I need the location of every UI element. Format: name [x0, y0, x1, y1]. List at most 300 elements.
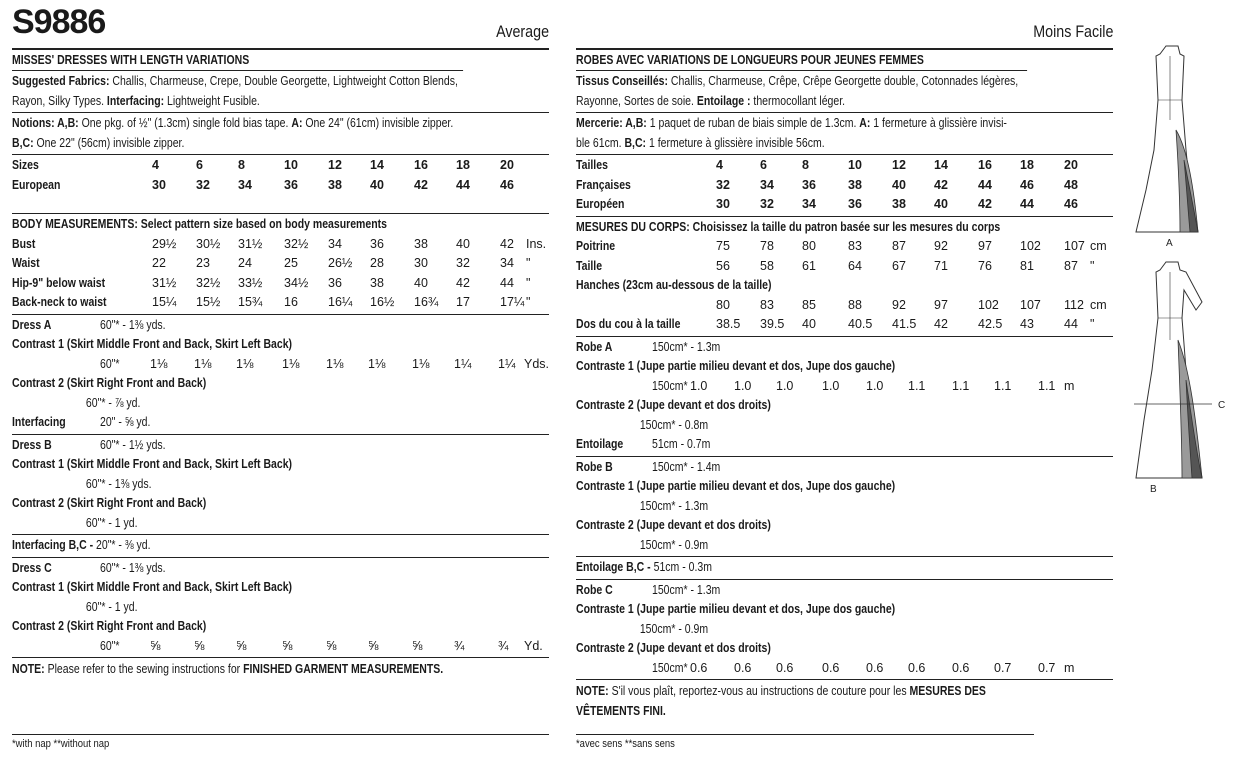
contrast-1-value: 60"* - 1⅜ yds.: [85, 476, 152, 491]
unit-label: Yds.: [524, 356, 550, 371]
unit-label: ": [1090, 258, 1095, 273]
body-heading: BODY MEASUREMENTS: Select pattern size based on body measurements: [12, 217, 387, 231]
robe-label-text: Robe C: [576, 582, 613, 597]
cell-value: 40: [892, 177, 906, 192]
cell-value: 22: [152, 256, 166, 270]
robe-label-text: Robe B: [576, 459, 613, 474]
dress-label-label: Dress A: [12, 317, 52, 332]
body-heading-fr: MESURES DU CORPS: Choisissez la taille du patron basée sur les mesures du corps: [576, 219, 1001, 234]
cell-value: 0.7: [994, 660, 1012, 675]
contrast-1-width: 60"*: [100, 356, 120, 371]
table-row: [576, 377, 1113, 397]
interfacing-value: 20" - ⅝ yd.: [100, 415, 151, 429]
notions-text-2-fr: 1 fermeture à glissière invisible 56cm.: [646, 135, 825, 150]
cell-value: 20: [500, 158, 514, 172]
cell-value: 16¼: [328, 295, 353, 309]
unit-label: Yd.: [524, 638, 543, 653]
measure-label: Hip-9" below waist: [12, 275, 106, 290]
measure-label-fr: Taille: [576, 258, 603, 273]
cell-value: 83: [848, 239, 862, 253]
cell-value: 30: [152, 177, 166, 192]
dress-label-label: Dress C: [12, 560, 52, 575]
cell-value: 39.5: [760, 317, 785, 331]
cell-value: 1.1: [952, 378, 970, 393]
cell-value: 102: [978, 297, 999, 312]
table-row: [12, 176, 549, 196]
cell-value: 0.6: [866, 660, 884, 675]
table-row: [12, 235, 549, 255]
table-row: [576, 156, 1113, 176]
unit-label: Ins.: [526, 236, 547, 251]
cell-value: 32: [456, 256, 470, 270]
measure-label: Waist: [12, 256, 40, 270]
interfacing-text: Lightweight Fusible.: [164, 93, 260, 108]
cell-value: 30: [414, 256, 428, 270]
cell-value: 40: [456, 236, 470, 251]
section-title-fr: ROBES AVEC VARIATIONS DE LONGUEURS POUR JEUNES FEMMES: [576, 50, 1027, 71]
cell-value: 40.5: [848, 317, 873, 331]
cell-value: 34: [238, 177, 252, 192]
cell-value: 42: [500, 236, 514, 251]
cell-value: 1.1: [994, 378, 1012, 393]
table-row: [12, 274, 549, 294]
cell-value: 34: [760, 177, 774, 192]
contrast-1-heading: Contrast 1 (Skirt Middle Front and Back, Skirt Left Back): [12, 337, 293, 351]
cell-value: 6: [196, 158, 203, 172]
unit-label: ": [526, 295, 531, 309]
cell-value: 1.0: [776, 378, 794, 393]
notions-a-fr: A:: [859, 116, 871, 130]
interfacing-label: Interfacing:: [106, 93, 165, 108]
cell-value: 46: [1064, 197, 1078, 211]
cell-value: 15¾: [238, 295, 263, 309]
cell-value: 112: [1064, 297, 1084, 312]
unit-label: m: [1064, 660, 1075, 675]
unit-label: ": [526, 275, 531, 290]
dress-label-value: 60"* - 1⅜ yds.: [100, 560, 166, 575]
size-label-fr: Européen: [576, 197, 625, 211]
cell-value: 10: [848, 158, 862, 172]
cell-value: 8: [238, 158, 245, 172]
footnote-fr: *avec sens **sans sens: [576, 738, 675, 750]
cell-value: 16: [978, 158, 992, 172]
cell-value: 1.1: [908, 378, 926, 393]
robe-value: 150cm* - 1.4m: [652, 459, 721, 474]
interfacing-text-fr: thermocollant léger.: [750, 93, 846, 108]
cell-value: 64: [848, 258, 862, 273]
dress-label-value: 60"* - 1⅜ yds.: [100, 317, 166, 332]
cell-value: 58: [760, 258, 774, 273]
entoilage-bc: [576, 557, 1113, 580]
contraste-1-width: 150cm*: [652, 378, 688, 393]
cell-value: 14: [370, 158, 384, 172]
label-c: C: [1218, 400, 1226, 411]
contrast-1-heading: Contrast 1 (Skirt Middle Front and Back, Skirt Left Back): [12, 457, 293, 471]
cell-value: 16: [284, 295, 298, 309]
cell-value: 12: [328, 158, 342, 172]
contraste-2-value: 150cm* - 0.8m: [639, 417, 709, 432]
cell-value: ¾: [498, 638, 509, 653]
dress-a-yardage: [12, 315, 549, 435]
notions-text-b-fr: 1 fermeture à glissière invisi-: [870, 116, 1007, 130]
cell-value: 34: [802, 197, 816, 211]
measure-label-fr: Poitrine: [576, 239, 616, 253]
cell-value: 107: [1020, 297, 1041, 312]
cell-value: 1⅛: [368, 356, 386, 371]
table-row: [576, 195, 1113, 215]
fabrics-text: Challis, Charmeuse, Crepe, Double Georgette, Lightweight Cotton Blends,: [109, 74, 458, 88]
interfacing-label-fr: Entoilage :: [696, 93, 751, 108]
robe-label-text: Robe A: [576, 339, 613, 354]
cell-value: 46: [1020, 177, 1034, 192]
entoilage-label: Entoilage: [576, 437, 624, 451]
size-label-fr: Françaises: [576, 177, 631, 192]
cell-value: 38: [414, 236, 428, 251]
cell-value: 20: [1064, 158, 1078, 172]
cell-value: 15½: [196, 295, 221, 309]
cell-value: 1¼: [498, 356, 516, 371]
footnote-rule-fr: [576, 734, 1034, 735]
fabrics-text-2-fr: Rayonne, Sortes de soie.: [576, 93, 697, 108]
notions-block-fr: [576, 113, 1113, 155]
cell-value: ⅝: [368, 638, 379, 653]
cell-value: 15¼: [152, 295, 177, 309]
cell-value: 44: [456, 177, 470, 192]
table-row: [12, 254, 549, 274]
cell-value: ⅝: [236, 638, 247, 653]
robe-label: [576, 581, 1113, 601]
fabrics-text-2: Rayon, Silky Types.: [12, 93, 107, 108]
cell-value: ⅝: [412, 638, 423, 653]
interfacing-bc-label: Interfacing B,C -: [12, 538, 94, 552]
note-label-fr: NOTE:: [576, 684, 609, 698]
entoilage-value: 51cm - 0.7m: [652, 437, 711, 451]
contrast-2-width: 60"*: [100, 638, 120, 653]
cell-value: 16½: [370, 295, 395, 309]
dress-b-yardage: [12, 435, 549, 536]
notions-text: One pkg. of ½" (1.3cm) single fold bias tape.: [78, 116, 292, 130]
notions-block: [12, 113, 549, 155]
size-label: Sizes: [12, 158, 39, 172]
cell-value: 23: [196, 256, 210, 270]
cell-value: 40: [414, 275, 428, 290]
contraste-2-value: 150cm* - 0.9m: [639, 537, 709, 552]
robe-value: 150cm* - 1.3m: [652, 582, 721, 597]
cell-value: 14: [934, 158, 948, 172]
english-column: [12, 0, 549, 680]
notions-text-2: One 22" (56cm) invisible zipper.: [33, 135, 185, 150]
cell-value: 1⅛: [326, 356, 344, 371]
interfacing-bc: [12, 535, 549, 558]
section-title: MISSES' DRESSES WITH LENGTH VARIATIONS: [12, 50, 463, 71]
note-bold-2-fr: VÊTEMENTS FINI.: [576, 703, 666, 718]
table-row: [576, 315, 1113, 335]
cell-value: 38: [892, 197, 906, 211]
cell-value: 16¾: [414, 295, 439, 309]
note-bold-fr: MESURES DES: [909, 684, 986, 698]
interfacing: [12, 413, 549, 433]
hip-label-fr: Hanches (23cm au-dessous de la taille): [576, 278, 772, 292]
robe-c-metrage: [576, 580, 1113, 681]
cell-value: ⅝: [282, 638, 293, 653]
dress-b-drawing: [1136, 262, 1202, 478]
cell-value: 46: [500, 177, 514, 192]
contraste-1-heading: Contraste 1 (Jupe partie milieu devant et dos, Jupe dos gauche): [576, 479, 896, 493]
notions-label: Notions: A,B:: [12, 116, 79, 130]
cell-value: 0.6: [822, 660, 840, 675]
cell-value: ⅝: [194, 638, 205, 653]
cell-value: 44: [978, 177, 992, 192]
body-measurements-fr: [576, 217, 1113, 337]
table-row: [576, 237, 1113, 257]
note-text-fr: S'il vous plaît, reportez-vous au instructions de couture pour les: [608, 684, 910, 698]
cell-value: 4: [152, 158, 159, 172]
cell-value: 1.0: [734, 378, 752, 393]
back-label-fr: Dos du cou à la taille: [576, 317, 681, 331]
unit-label: m: [1064, 378, 1075, 393]
table-row: [576, 176, 1113, 196]
interfacing-bc-value: 20"* - ⅜ yd.: [93, 538, 151, 552]
note-bold: FINISHED GARMENT MEASUREMENTS.: [243, 662, 444, 676]
note: [12, 660, 463, 680]
cell-value: 0.6: [776, 660, 794, 675]
cell-value: 75: [716, 239, 730, 253]
note-label: NOTE:: [12, 662, 45, 676]
robe-a-metrage: [576, 337, 1113, 457]
notions-label-fr: Mercerie: A,B:: [576, 116, 647, 130]
cell-value: 97: [934, 297, 948, 312]
cell-value: 88: [848, 297, 862, 312]
robe-label: [576, 458, 1113, 478]
robe-label: [576, 338, 1113, 358]
fabrics-block: [12, 71, 549, 113]
entoilage-bc-value: 51cm - 0.3m: [650, 560, 712, 574]
cell-value: 1⅛: [282, 356, 300, 371]
cell-value: 1⅛: [194, 356, 212, 371]
fabrics-block-fr: [576, 71, 1113, 113]
cell-value: 16: [414, 158, 428, 172]
cell-value: 0.6: [690, 660, 708, 675]
cell-value: 97: [978, 239, 992, 253]
cell-value: 28: [370, 256, 384, 270]
notions-bc: B,C:: [12, 135, 34, 150]
cell-value: 33½: [238, 275, 263, 290]
notions-bc-fr: B,C:: [624, 135, 647, 150]
body-measurements: [12, 214, 549, 315]
cell-value: 56: [716, 258, 730, 273]
cell-value: 1¼: [454, 356, 472, 371]
cell-value: 6: [760, 158, 767, 172]
cell-value: 18: [1020, 158, 1034, 172]
table-row: [12, 293, 549, 313]
fabrics-label-fr: Tissus Conseillés:: [576, 74, 669, 88]
french-column: [576, 0, 1113, 721]
cell-value: 34½: [284, 275, 309, 290]
notions-text-b: One 24" (61cm) invisible zipper.: [302, 116, 454, 130]
cell-value: 31½: [238, 236, 263, 251]
cell-value: 85: [802, 297, 816, 312]
cell-value: 80: [802, 239, 816, 253]
cell-value: 24: [238, 256, 252, 270]
cell-value: 48: [1064, 177, 1078, 192]
table-row: [12, 156, 549, 176]
cell-value: 29½: [152, 236, 177, 251]
cell-value: 107: [1064, 239, 1085, 253]
cell-value: 1.0: [690, 378, 708, 393]
cell-value: ⅝: [150, 638, 161, 653]
cell-value: 38: [370, 275, 384, 290]
contraste-2-width: 150cm*: [652, 660, 688, 675]
cell-value: 87: [892, 239, 906, 253]
cell-value: 0.6: [908, 660, 926, 675]
cell-value: 61: [802, 258, 816, 273]
robe-value: 150cm* - 1.3m: [652, 339, 721, 354]
pattern-number: S9886: [12, 3, 106, 41]
cell-value: 38: [328, 177, 342, 192]
contraste-2-heading: Contraste 2 (Jupe devant et dos droits): [576, 641, 771, 655]
cell-value: 40: [802, 317, 816, 331]
robe-b-metrage: [576, 457, 1113, 558]
sizes-table-fr: [576, 155, 1113, 217]
cell-value: 44: [1020, 197, 1034, 211]
dress-label-value: 60"* - 1½ yds.: [100, 437, 166, 452]
cell-value: 1⅛: [150, 356, 168, 371]
notions-text-2a-fr: ble 61cm.: [576, 135, 625, 150]
cell-value: 42: [414, 177, 428, 192]
cell-value: 17¼: [500, 295, 525, 309]
cell-value: 1.0: [822, 378, 840, 393]
cell-value: 30: [716, 197, 730, 211]
cell-value: 67: [892, 258, 906, 273]
cell-value: 36: [370, 236, 384, 251]
cell-value: 36: [848, 197, 862, 211]
cell-value: 36: [284, 177, 298, 192]
interfacing-label: Interfacing: [12, 415, 66, 429]
contrast-2-heading: Contrast 2 (Skirt Right Front and Back): [12, 376, 207, 390]
dress-label: [12, 436, 549, 456]
contraste-1-heading: Contraste 1 (Jupe partie milieu devant et dos, Jupe dos gauche): [576, 602, 896, 616]
dress-a-drawing: [1136, 46, 1198, 232]
notions-a: A:: [291, 116, 303, 130]
table-row: [12, 637, 549, 657]
cell-value: 42: [978, 197, 992, 211]
cell-value: 4: [716, 158, 723, 172]
cell-value: 32: [760, 197, 774, 211]
header: [12, 0, 549, 50]
cell-value: 1⅛: [236, 356, 254, 371]
cell-value: 41.5: [892, 317, 917, 331]
cell-value: 0.7: [1038, 660, 1056, 675]
table-row: [576, 659, 1113, 679]
cell-value: 10: [284, 158, 298, 172]
entoilage-bc-label: Entoilage B,C -: [576, 560, 651, 574]
cell-value: 8: [802, 158, 809, 172]
cell-value: 34: [328, 236, 342, 251]
table-row: [12, 355, 549, 375]
contrast-2-heading: Contrast 2 (Skirt Right Front and Back): [12, 496, 207, 510]
contrast-2-value: 60"* - 1 yd.: [85, 515, 138, 530]
cell-value: 44: [500, 275, 514, 290]
cell-value: 32: [196, 177, 210, 192]
label-a: A: [1166, 238, 1173, 249]
sizes-table: [12, 155, 549, 214]
dress-label: [12, 559, 549, 579]
cell-value: 26½: [328, 256, 353, 270]
cell-value: 42: [456, 275, 470, 290]
cell-value: 1.0: [866, 378, 884, 393]
cell-value: 36: [802, 177, 816, 192]
cell-value: 83: [760, 297, 774, 312]
header-fr: [576, 0, 1113, 50]
contraste-1-value: 150cm* - 1.3m: [639, 498, 709, 513]
cell-value: 32: [716, 177, 730, 192]
cell-value: 42: [934, 317, 948, 331]
cell-value: 18: [456, 158, 470, 172]
label-b: B: [1150, 484, 1157, 495]
dress-label-label: Dress B: [12, 437, 52, 452]
note-text: Please refer to the sewing instructions for: [44, 662, 244, 676]
table-row: [576, 257, 1113, 277]
contraste-2-heading: Contraste 2 (Jupe devant et dos droits): [576, 518, 771, 532]
entoilage: [576, 435, 1113, 455]
cell-value: 38: [848, 177, 862, 192]
cell-value: 1⅛: [412, 356, 430, 371]
contrast-2-heading: Contrast 2 (Skirt Right Front and Back): [12, 619, 207, 633]
measure-label: Bust: [12, 236, 36, 251]
cell-value: 78: [760, 239, 774, 253]
cell-value: 36: [328, 275, 342, 290]
cell-value: ¾: [454, 638, 465, 653]
unit-label: ": [526, 256, 531, 270]
cell-value: 80: [716, 297, 730, 312]
cell-value: 38.5: [716, 317, 741, 331]
cell-value: 0.6: [952, 660, 970, 675]
cell-value: 92: [934, 239, 948, 253]
size-label: European: [12, 177, 61, 192]
footnote-rule: [12, 734, 549, 735]
cell-value: 17: [456, 295, 470, 309]
cell-value: 76: [978, 258, 992, 273]
cell-value: 25: [284, 256, 298, 270]
dress-c-yardage: [12, 558, 549, 659]
cell-value: 0.6: [734, 660, 752, 675]
note-fr: [576, 682, 1027, 702]
contrast-1-value: 60"* - 1 yd.: [85, 599, 138, 614]
cell-value: 43: [1020, 317, 1034, 331]
unit-label: cm: [1090, 297, 1107, 312]
cell-value: 44: [1064, 317, 1078, 331]
unit-label: ": [1090, 317, 1095, 331]
garment-illustration: [1130, 40, 1247, 500]
fabrics-label: Suggested Fabrics:: [12, 74, 110, 88]
size-label-fr: Tailles: [576, 158, 608, 172]
measure-label: Back-neck to waist: [12, 295, 107, 309]
cell-value: 1.1: [1038, 378, 1056, 393]
contraste-2-heading: Contraste 2 (Jupe devant et dos droits): [576, 398, 771, 412]
cell-value: 71: [934, 258, 948, 273]
cell-value: 32½: [196, 275, 221, 290]
contraste-1-value: 150cm* - 0.9m: [639, 621, 709, 636]
dress-label: [12, 316, 549, 336]
difficulty-label-fr: Moins Facile: [1032, 22, 1113, 41]
cell-value: 31½: [152, 275, 177, 290]
table-row: [576, 296, 1113, 316]
contraste-1-heading: Contraste 1 (Jupe partie milieu devant et dos, Jupe dos gauche): [576, 359, 896, 373]
cell-value: ⅝: [326, 638, 337, 653]
cell-value: 40: [934, 197, 948, 211]
notions-text-fr: 1 paquet de ruban de biais simple de 1.3cm.: [646, 116, 860, 130]
cell-value: 40: [370, 177, 384, 192]
